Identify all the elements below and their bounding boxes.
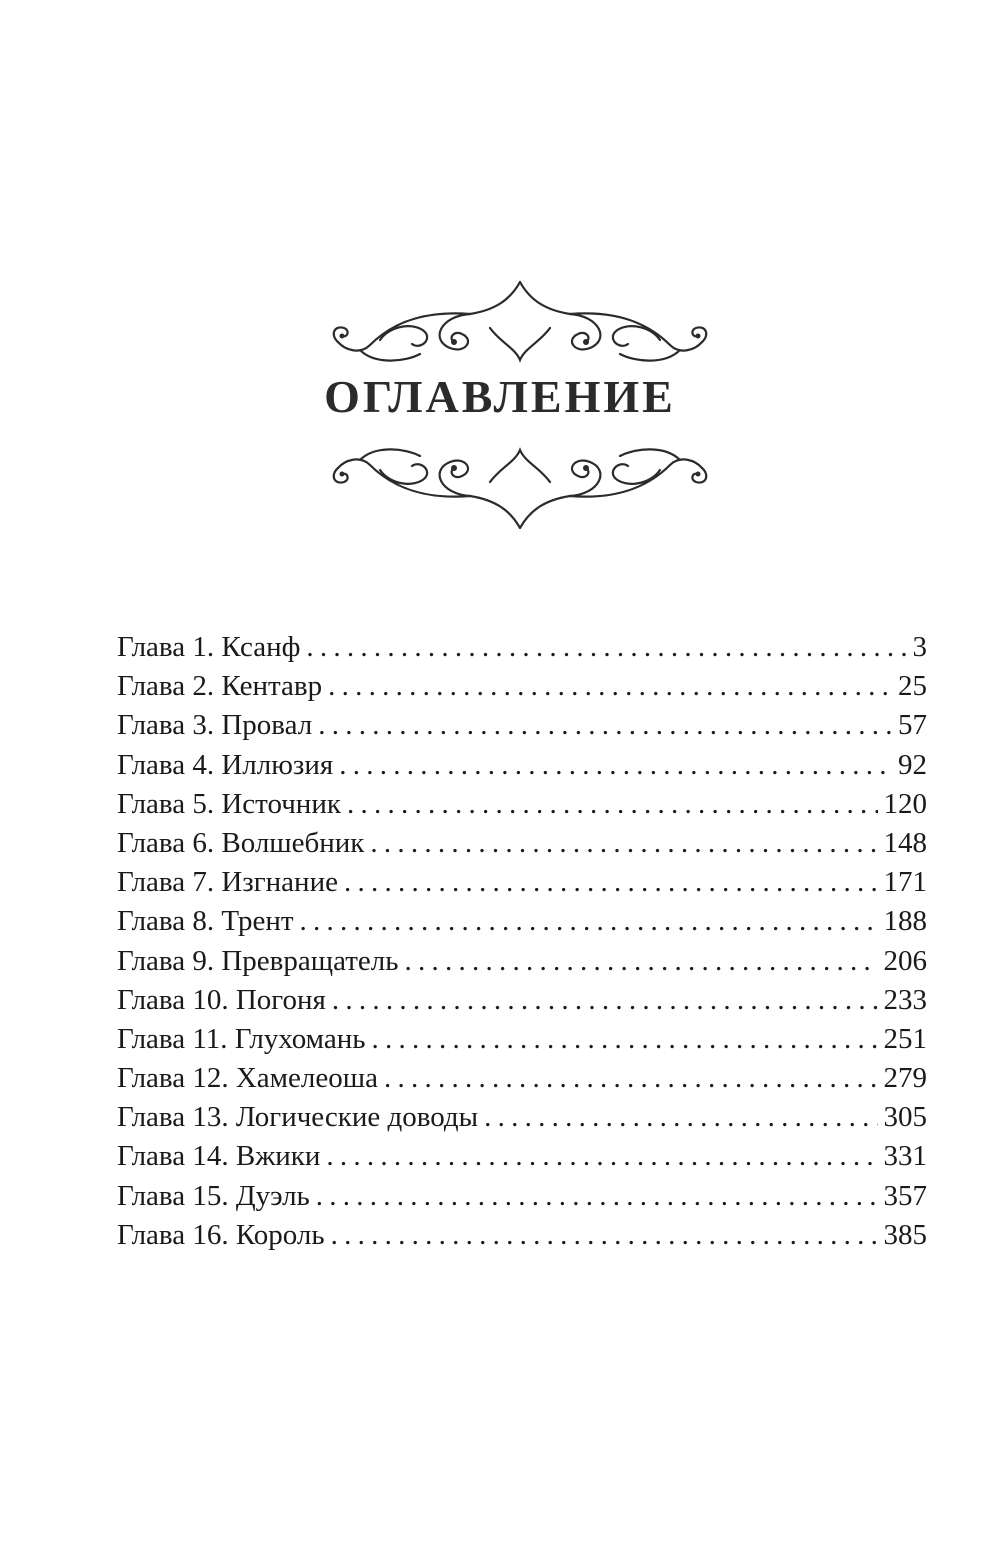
toc-leader-dots — [332, 981, 878, 1020]
toc-leader-dots — [328, 667, 892, 706]
toc-page-number: 305 — [883, 1101, 927, 1134]
toc-entry[interactable] — [117, 981, 927, 1020]
toc-chapter-title: Глава 3. Провал — [117, 709, 313, 742]
toc-chapter-title: Глава 2. Кентавр — [117, 670, 323, 703]
toc-chapter-title: Глава 9. Превращатель — [117, 944, 399, 977]
toc-leader-dots — [484, 1098, 877, 1137]
toc-entry[interactable] — [117, 863, 927, 902]
toc-entry[interactable] — [117, 746, 927, 785]
toc-entry[interactable] — [117, 1059, 927, 1098]
toc-page-number: 206 — [883, 944, 927, 977]
toc-leader-dots — [384, 1059, 878, 1098]
toc-entry[interactable] — [117, 1177, 927, 1216]
toc-page-number: 171 — [883, 866, 927, 899]
toc-leader-dots — [404, 942, 877, 981]
toc-leader-dots — [318, 706, 892, 745]
toc-page-number: 233 — [883, 983, 927, 1016]
toc-chapter-title: Глава 5. Источник — [117, 787, 341, 820]
toc-leader-dots — [306, 628, 906, 667]
toc-entry[interactable] — [117, 902, 927, 941]
toc-page-number: 331 — [883, 1140, 927, 1173]
toc-leader-dots — [344, 863, 878, 902]
toc-entry[interactable] — [117, 667, 927, 706]
toc-leader-dots — [326, 1137, 877, 1176]
toc-page-number: 251 — [883, 1022, 927, 1055]
toc-entry[interactable] — [117, 706, 927, 745]
toc-chapter-title: Глава 4. Иллюзия — [117, 748, 334, 781]
toc-leader-dots — [300, 902, 878, 941]
toc-leader-dots — [370, 824, 877, 863]
toc-chapter-title: Глава 15. Дуэль — [117, 1179, 310, 1212]
toc-chapter-title: Глава 11. Глухомань — [117, 1022, 366, 1055]
toc-chapter-title: Глава 16. Король — [117, 1218, 325, 1251]
toc-page-number: 57 — [898, 709, 927, 742]
toc-page-number: 92 — [898, 748, 927, 781]
toc-entry[interactable] — [117, 1020, 927, 1059]
toc-leader-dots — [371, 1020, 877, 1059]
toc-chapter-title: Глава 7. Изгнание — [117, 866, 338, 899]
toc-entry[interactable] — [117, 942, 927, 981]
toc-entry[interactable] — [117, 1216, 927, 1255]
toc-chapter-title: Глава 13. Логические доводы — [117, 1101, 479, 1134]
toc-entry[interactable] — [117, 824, 927, 863]
bottom-ornament-icon — [320, 430, 720, 540]
toc-page-number: 385 — [883, 1218, 927, 1251]
toc-entry[interactable] — [117, 785, 927, 824]
toc-entry[interactable] — [117, 628, 927, 667]
toc-chapter-title: Глава 10. Погоня — [117, 983, 326, 1016]
top-ornament-icon — [320, 270, 720, 380]
toc-chapter-title: Глава 8. Трент — [117, 905, 294, 938]
toc-page-number: 3 — [912, 631, 927, 663]
toc-chapter-title: Глава 12. Хамелеоша — [117, 1062, 378, 1095]
toc-leader-dots — [316, 1177, 878, 1216]
toc-entry[interactable] — [117, 1098, 927, 1137]
toc-entry[interactable] — [117, 1137, 927, 1176]
toc-page-number: 279 — [883, 1062, 927, 1095]
toc-page-number: 25 — [898, 670, 927, 703]
toc-page-number: 357 — [883, 1179, 927, 1212]
toc-leader-dots — [339, 746, 892, 785]
toc-leader-dots — [331, 1216, 878, 1255]
toc-page-number: 188 — [883, 905, 927, 938]
table-of-contents — [117, 628, 927, 1255]
toc-chapter-title: Глава 1. Ксанф — [117, 631, 301, 663]
toc-chapter-title: Глава 6. Волшебник — [117, 826, 365, 859]
toc-page-number: 120 — [883, 787, 927, 820]
toc-chapter-title: Глава 14. Вжики — [117, 1140, 321, 1173]
toc-leader-dots — [347, 785, 878, 824]
toc-page-number: 148 — [883, 826, 927, 859]
page-title: ОГЛАВЛЕНИЕ — [324, 371, 676, 422]
